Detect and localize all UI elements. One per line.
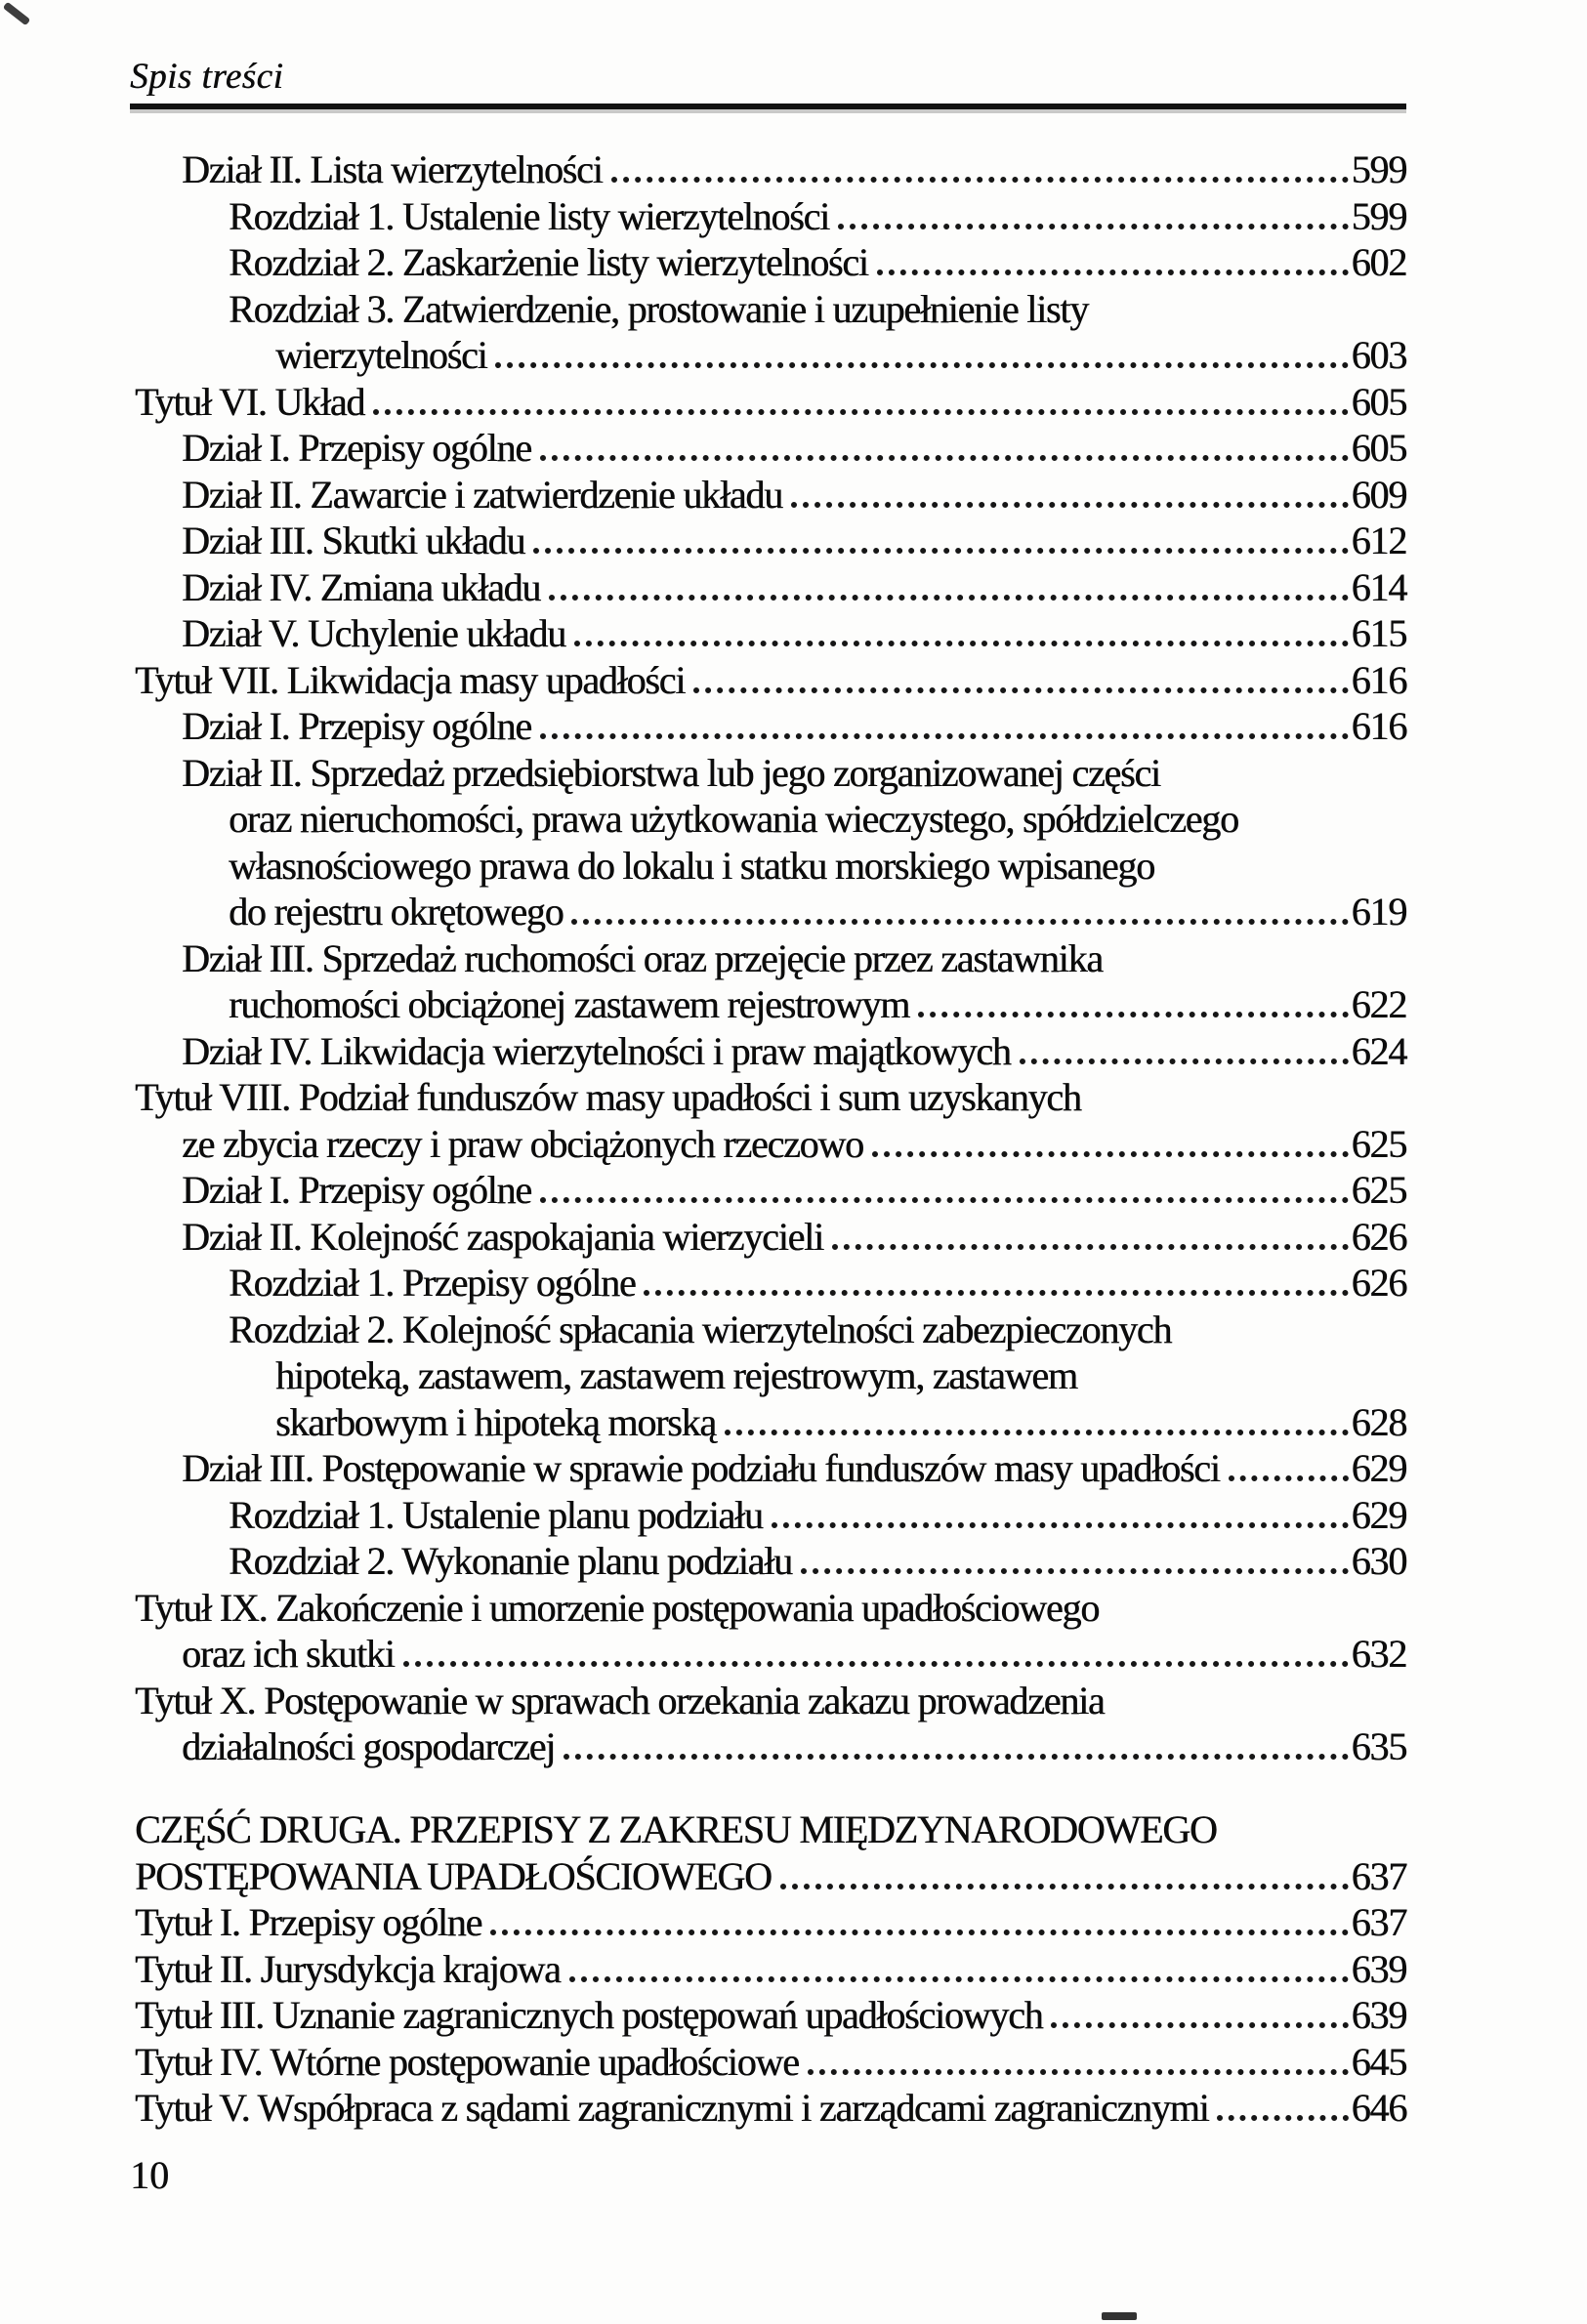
toc-entry-text: Tytuł X. Postępowanie w sprawach orzekania zakazu prowadzenia	[135, 1678, 1105, 1722]
toc-entry-text: ze zbycia rzeczy i praw obciążonych rzeczowo	[182, 1121, 863, 1166]
toc-entry-text: własnościowego prawa do lokalu i statku morskiego wpisanego	[229, 843, 1154, 888]
toc-row	[130, 564, 1406, 611]
leader-dots	[791, 502, 1349, 508]
toc-row	[130, 1585, 1406, 1632]
leader-dots	[780, 1884, 1349, 1889]
toc-row	[130, 1445, 1406, 1492]
toc-row	[130, 1806, 1406, 1853]
toc-entry-text: Dział III. Sprzedaż ruchomości oraz przejęcie przez zastawnika	[182, 935, 1103, 980]
toc-entry-text: Dział III. Postępowanie w sprawie podziału funduszów masy upadłości	[182, 1446, 1220, 1490]
toc-entry-text: oraz nieruchomości, prawa użytkowania wieczystego, spółdzielczego	[229, 797, 1238, 841]
running-header-title: Spis treści	[130, 57, 284, 97]
scan-artifact	[1102, 2312, 1137, 2320]
toc-row	[130, 981, 1406, 1028]
toc-entry-text: hipoteką, zastawem, zastawem rejestrowym, zastawem	[275, 1353, 1077, 1397]
scan-artifact	[3, 2, 31, 26]
toc-page-number: 616	[1351, 657, 1406, 702]
toc-row	[130, 1260, 1406, 1307]
toc-entry-text: POSTĘPOWANIA UPADŁOŚCIOWEGO	[135, 1853, 772, 1898]
toc-page-number: 632	[1351, 1632, 1406, 1676]
toc-row	[130, 843, 1406, 890]
leader-dots	[540, 455, 1349, 461]
toc-row	[130, 1538, 1406, 1585]
toc-row	[130, 1678, 1406, 1724]
toc-page-number: 602	[1351, 240, 1406, 284]
toc-page-number: 624	[1351, 1028, 1406, 1073]
toc-row	[130, 472, 1406, 519]
leader-dots	[533, 548, 1348, 554]
toc-row	[130, 1492, 1406, 1539]
toc-entry-text: skarbowym i hipoteką morską	[275, 1399, 716, 1444]
leader-dots	[872, 1151, 1349, 1157]
toc-entry-text: Rozdział 1. Przepisy ogólne	[229, 1261, 636, 1305]
leader-dots	[490, 1930, 1349, 1935]
toc-entry-text: Dział II. Lista wierzytelności	[182, 147, 603, 191]
toc-entry-text: do rejestru okrętowego	[229, 890, 564, 934]
leader-dots	[832, 1244, 1349, 1250]
toc-row	[130, 889, 1406, 935]
toc-entry-text: Dział I. Przepisy ogólne	[182, 426, 531, 470]
toc-row	[130, 425, 1406, 472]
toc-entry-text: Dział II. Kolejność zaspokajania wierzycieli	[182, 1214, 823, 1259]
toc-page-number: 603	[1351, 333, 1406, 377]
toc-entry-text: CZĘŚĆ DRUGA. PRZEPISY Z ZAKRESU MIĘDZYNARODOWEGO	[135, 1807, 1217, 1851]
toc-entry-text: Dział I. Przepisy ogólne	[182, 704, 531, 748]
toc-page-number: 628	[1351, 1399, 1406, 1444]
toc-entry-text: Dział V. Uchylenie układu	[182, 611, 565, 655]
leader-dots	[373, 409, 1348, 415]
toc-page-number: 637	[1351, 1900, 1406, 1944]
toc-page-number: 622	[1351, 982, 1406, 1026]
toc-page-number: 616	[1351, 704, 1406, 748]
leader-dots	[644, 1290, 1348, 1296]
toc-row	[130, 1352, 1406, 1399]
toc-page-number: 639	[1351, 1946, 1406, 1991]
toc-entry-text: Dział II. Sprzedaż przedsiębiorstwa lub jego zorganizowanej części	[182, 750, 1160, 795]
toc-page-number: 645	[1351, 2039, 1406, 2084]
leader-dots	[725, 1430, 1349, 1435]
toc-entry-text: Dział IV. Likwidacja wierzytelności i praw majątkowych	[182, 1028, 1011, 1073]
toc-entry-text: Dział III. Skutki układu	[182, 519, 525, 562]
toc-entry-text: działalności gospodarczej	[182, 1724, 556, 1768]
leader-dots	[1229, 1475, 1349, 1481]
toc-row	[130, 193, 1406, 240]
toc-entry-text: Tytuł III. Uznanie zagranicznych postępowań upadłościowych	[135, 1993, 1043, 2037]
leader-dots	[772, 1522, 1349, 1528]
leader-dots	[574, 641, 1349, 646]
table-of-contents	[130, 146, 1406, 2132]
toc-row	[130, 1074, 1406, 1121]
section-gap	[130, 1770, 1406, 1807]
toc-page-number: 639	[1351, 1993, 1406, 2037]
toc-row	[130, 2085, 1406, 2132]
toc-row	[130, 1028, 1406, 1075]
leader-dots	[403, 1661, 1349, 1667]
toc-row	[130, 1307, 1406, 1353]
toc-page-number: 626	[1351, 1261, 1406, 1305]
toc-page-number: 629	[1351, 1492, 1406, 1537]
toc-row	[130, 1992, 1406, 2039]
toc-row	[130, 1631, 1406, 1678]
toc-page-number: 599	[1351, 193, 1406, 238]
toc-entry-text: Rozdział 2. Zaskarżenie listy wierzytelności	[229, 240, 868, 284]
toc-page-number: 605	[1351, 379, 1406, 424]
toc-page-number: 626	[1351, 1214, 1406, 1259]
toc-row	[130, 935, 1406, 982]
leader-dots	[571, 919, 1348, 925]
toc-row	[130, 1214, 1406, 1261]
page-number: 10	[130, 2153, 169, 2197]
leader-dots	[801, 1568, 1349, 1574]
toc-entry-text: wierzytelności	[275, 333, 487, 377]
toc-page-number: 625	[1351, 1121, 1406, 1166]
toc-entry-text: Tytuł VII. Likwidacja masy upadłości	[135, 657, 686, 702]
toc-row	[130, 1121, 1406, 1168]
toc-page-number: 599	[1351, 147, 1406, 191]
toc-entry-text: Tytuł II. Jurysdykcja krajowa	[135, 1946, 561, 1991]
toc-row	[130, 518, 1406, 564]
toc-row	[130, 332, 1406, 379]
toc-page-number: 637	[1351, 1853, 1406, 1898]
toc-page-number: 630	[1351, 1539, 1406, 1583]
leader-dots	[918, 1012, 1348, 1017]
toc-row	[130, 610, 1406, 657]
toc-entry-text: Tytuł VIII. Podział funduszów masy upadłości i sum uzyskanych	[135, 1075, 1081, 1119]
toc-row	[130, 1723, 1406, 1770]
leader-dots	[1020, 1058, 1349, 1064]
toc-page-number: 615	[1351, 611, 1406, 655]
leader-dots	[540, 1197, 1349, 1203]
toc-page-number: 605	[1351, 426, 1406, 470]
toc-row	[130, 1399, 1406, 1446]
toc-entry-text: ruchomości obciążonej zastawem rejestrowym	[229, 982, 910, 1026]
leader-dots	[495, 362, 1348, 368]
toc-entry-text: Dział I. Przepisy ogólne	[182, 1168, 531, 1212]
toc-entry-text: Rozdział 1. Ustalenie listy wierzytelności	[229, 193, 829, 238]
toc-row	[130, 703, 1406, 750]
leader-dots	[693, 687, 1348, 693]
toc-page-number: 609	[1351, 472, 1406, 517]
toc-page-number: 646	[1351, 2086, 1406, 2130]
toc-row	[130, 1853, 1406, 1900]
toc-row	[130, 1899, 1406, 1946]
toc-page-number: 625	[1351, 1168, 1406, 1212]
toc-entry-text: Dział IV. Zmiana układu	[182, 564, 541, 609]
leader-dots	[549, 595, 1348, 601]
leader-dots	[838, 224, 1349, 229]
leader-dots	[569, 1976, 1349, 1982]
toc-entry-text: Tytuł VI. Układ	[135, 379, 365, 424]
toc-row	[130, 146, 1406, 193]
toc-entry-text: Dział II. Zawarcie i zatwierdzenie układu	[182, 472, 782, 517]
header-rule	[130, 104, 1406, 109]
toc-page-number: 619	[1351, 890, 1406, 934]
leader-dots	[808, 2069, 1349, 2075]
toc-entry-text: oraz ich skutki	[182, 1632, 395, 1676]
leader-dots	[564, 1754, 1349, 1760]
toc-page-number: 612	[1351, 519, 1406, 562]
toc-entry-text: Rozdział 3. Zatwierdzenie, prostowanie i uzupełnienie listy	[229, 286, 1089, 331]
toc-entry-text: Tytuł IV. Wtórne postępowanie upadłościowe	[135, 2039, 799, 2084]
toc-page-number: 614	[1351, 564, 1406, 609]
toc-entry-text: Tytuł IX. Zakończenie i umorzenie postępowania upadłościowego	[135, 1585, 1099, 1630]
toc-row	[130, 750, 1406, 797]
leader-dots	[611, 177, 1349, 183]
toc-row	[130, 379, 1406, 426]
toc-row	[130, 1946, 1406, 1993]
toc-row	[130, 286, 1406, 333]
toc-row	[130, 657, 1406, 704]
leader-dots	[540, 733, 1349, 739]
toc-row	[130, 2039, 1406, 2086]
leader-dots	[1217, 2115, 1348, 2121]
toc-row	[130, 1167, 1406, 1214]
leader-dots	[1051, 2022, 1348, 2028]
toc-row	[130, 239, 1406, 286]
toc-entry-text: Tytuł I. Przepisy ogólne	[135, 1900, 482, 1944]
leader-dots	[877, 270, 1349, 275]
toc-page-number: 635	[1351, 1724, 1406, 1768]
toc-entry-text: Rozdział 1. Ustalenie planu podziału	[229, 1492, 763, 1537]
toc-row	[130, 796, 1406, 843]
toc-entry-text: Tytuł V. Współpraca z sądami zagranicznymi i zarządcami zagranicznymi	[135, 2086, 1209, 2130]
toc-entry-text: Rozdział 2. Kolejność spłacania wierzytelności zabezpieczonych	[229, 1307, 1172, 1351]
toc-entry-text: Rozdział 2. Wykonanie planu podziału	[229, 1539, 792, 1583]
toc-page-number: 629	[1351, 1446, 1406, 1490]
